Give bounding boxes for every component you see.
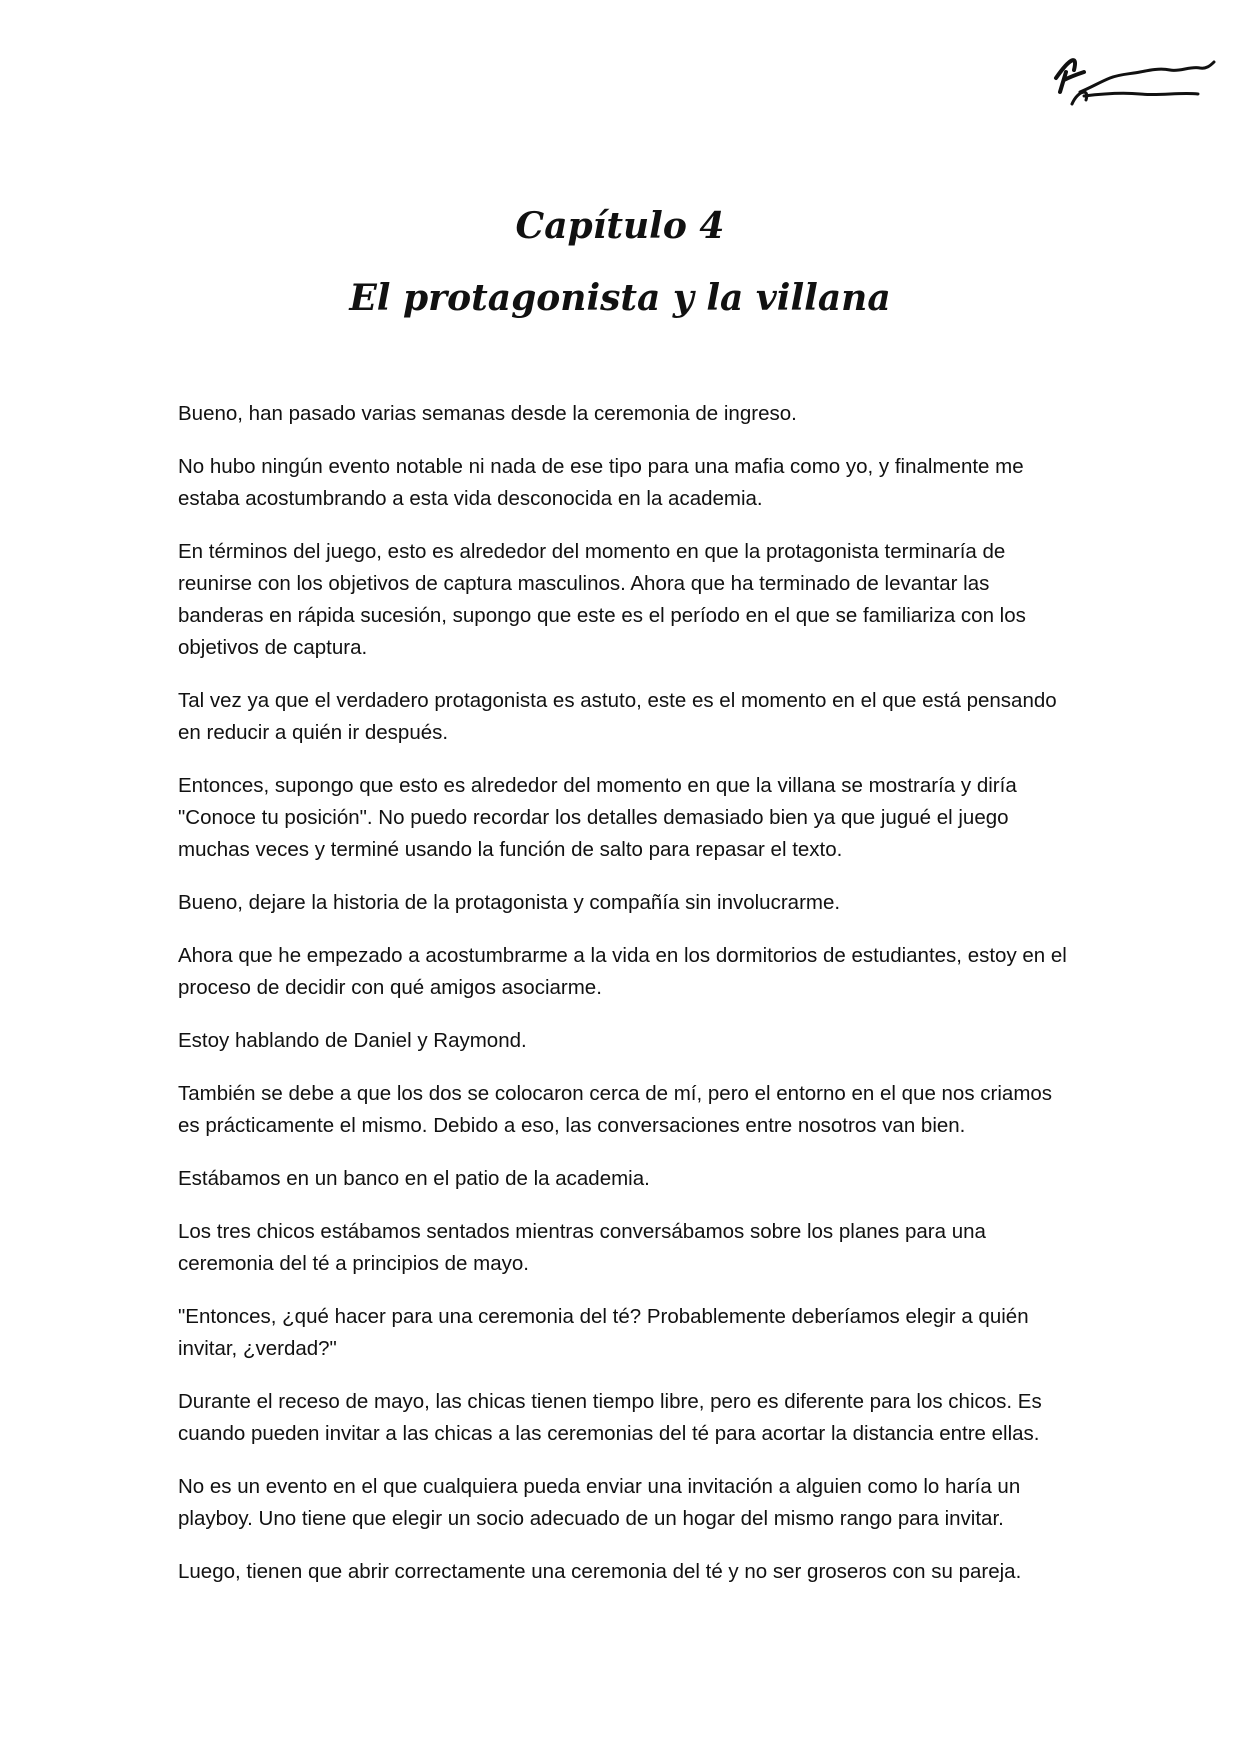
paragraph: No hubo ningún evento notable ni nada de ese tipo para una mafia como yo, y finalmente me estaba acostumbrando a esta vida desconocida en la academia. <box>178 455 1024 510</box>
paragraph: También se debe a que los dos se colocaron cerca de mí, pero el entorno en el que nos criamos es prácticamente el mismo. Debido a eso, las conversaciones entre nosotros van bien. <box>178 1082 1053 1137</box>
paragraph: No es un evento en el que cualquiera pueda enviar una invitación a alguien como lo haría un playboy. Uno tiene que elegir un socio adecuado de un hogar del mismo rango para invitar. <box>178 1475 1021 1530</box>
paragraph: En términos del juego, esto es alrededor del momento en que la protagonista terminaría de reunirse con los objetivos de captura masculinos. Ahora que ha terminado de levantar las banderas en rápida sucesión, supongo que este es el período en el que se familiariza con los objetivos de captura. <box>178 540 1026 659</box>
translator-logo <box>1050 48 1220 108</box>
chapter-number: Capítulo 4 <box>515 205 725 247</box>
paragraph: Entonces, supongo que esto es alrededor del momento en que la villana se mostraría y diría "Conoce tu posición". No puedo recordar los detalles demasiado bien ya que jugué el juego muchas veces y terminé usando la función de salto para repasar el texto. <box>178 774 1017 861</box>
paragraph: Tal vez ya que el verdadero protagonista es astuto, este es el momento en el que está pensando en reducir a quién ir después. <box>178 689 1057 744</box>
paragraph: Luego, tienen que abrir correctamente una ceremonia del té y no ser groseros con su pareja. <box>178 1560 1022 1583</box>
paragraph: Bueno, dejare la historia de la protagonista y compañía sin involucrarme. <box>178 891 841 914</box>
paragraph: Ahora que he empezado a acostumbrarme a la vida en los dormitorios de estudiantes, estoy en el proceso de decidir con qué amigos asociarme. <box>178 944 1067 999</box>
paragraph: Los tres chicos estábamos sentados mientras conversábamos sobre los planes para una ceremonia del té a principios de mayo. <box>178 1220 986 1275</box>
translator-logo-image <box>1050 48 1220 108</box>
paragraph: Bueno, han pasado varias semanas desde la ceremonia de ingreso. <box>178 402 797 425</box>
paragraph: Estábamos en un banco en el patio de la academia. <box>178 1167 650 1190</box>
paragraph: Estoy hablando de Daniel y Raymond. <box>178 1029 527 1052</box>
paragraph: "Entonces, ¿qué hacer para una ceremonia del té? Probablemente deberíamos elegir a quién invitar, ¿verdad?" <box>178 1305 1029 1360</box>
chapter-title: El protagonista y la villana <box>349 277 891 319</box>
paragraph: Durante el receso de mayo, las chicas tienen tiempo libre, pero es diferente para los chicos. Es cuando pueden invitar a las chicas a las ceremonias del té para acortar la distancia entre ellas. <box>178 1390 1042 1445</box>
chapter-body <box>178 398 1078 1609</box>
